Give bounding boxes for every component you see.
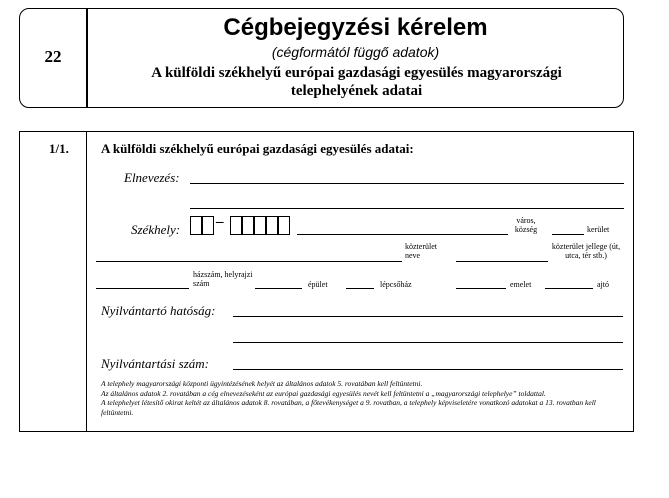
postal-code-digit-5[interactable]: [254, 216, 266, 235]
section-number: 1/1.: [49, 141, 69, 156]
section-number-box: [19, 131, 87, 432]
form-title: Cégbejegyzési kérelem: [223, 14, 488, 41]
postal-code-digit-4[interactable]: [242, 216, 254, 235]
postal-code-digit-7[interactable]: [278, 216, 290, 235]
house-number-field[interactable]: [96, 288, 189, 289]
form-number: 22: [44, 47, 62, 66]
postal-code-digit-1[interactable]: [190, 216, 202, 235]
form-subtitle: (cégformától függő adatok): [271, 44, 440, 60]
name-label: Elnevezés:: [124, 170, 180, 185]
seat-label: Székhely:: [131, 222, 181, 237]
form-heading: A külföldi székhelyű európai gazdasági egyesülés magyarországi telephelyének adatai: [151, 65, 562, 99]
district-label: kerület: [587, 225, 610, 234]
house-number-label: házszám, helyrajzi szám: [193, 270, 253, 288]
street-type-field[interactable]: [456, 261, 548, 262]
district-field[interactable]: [552, 234, 584, 235]
registry-number-label: Nyilvántartási szám:: [101, 356, 209, 371]
section-title: A külföldi székhelyű európai gazdasági egyesülés adatai:: [101, 141, 414, 156]
city-label: város, község: [514, 216, 538, 234]
street-name-field[interactable]: [96, 261, 402, 262]
staircase-field[interactable]: [346, 288, 374, 289]
notes: [101, 379, 621, 417]
registry-authority-field[interactable]: [233, 316, 623, 317]
floor-field[interactable]: [456, 288, 506, 289]
note-3: A telephelyet létesítő okirat keltét az általános adatok 8. rovatában, a főtevékenységet a 9. rovatban, a telephely képviseletére vonatkozó adatokat a 13. rovatban kell feltüntetni.: [101, 398, 596, 417]
registry-number-field[interactable]: [233, 369, 623, 370]
name-field[interactable]: [190, 183, 624, 184]
door-field[interactable]: [545, 288, 593, 289]
postal-code-digit-2[interactable]: [202, 216, 214, 235]
floor-label: emelet: [510, 280, 532, 289]
note-1: A telephely magyarországi központi ügyintézésének helyét az általános adatok 5. rovatában kell feltüntetni.: [101, 379, 423, 388]
note-2: Az általános adatok 2. rovatában a cég elnevezéseként az európai gazdasági egyesülés nevét kell feltüntetni a „magyarországi telephelye” toldattal.: [101, 388, 546, 398]
postal-code-digit-3[interactable]: [230, 216, 242, 235]
registry-authority-field-line-2[interactable]: [233, 342, 623, 343]
staircase-label: lépcsőház: [380, 280, 412, 289]
building-label: épület: [308, 280, 328, 289]
name-field-line-2[interactable]: [190, 208, 624, 209]
postal-code-digit-6[interactable]: [266, 216, 278, 235]
postal-code-dash: –: [216, 214, 224, 230]
building-field[interactable]: [255, 288, 302, 289]
street-name-label: közterület neve: [405, 242, 437, 260]
city-field[interactable]: [297, 234, 508, 235]
street-type-label: közterület jellege (út, utca, tér stb.): [551, 242, 621, 260]
door-label: ajtó: [597, 280, 609, 289]
registry-authority-label: Nyilvántartó hatóság:: [101, 303, 216, 318]
